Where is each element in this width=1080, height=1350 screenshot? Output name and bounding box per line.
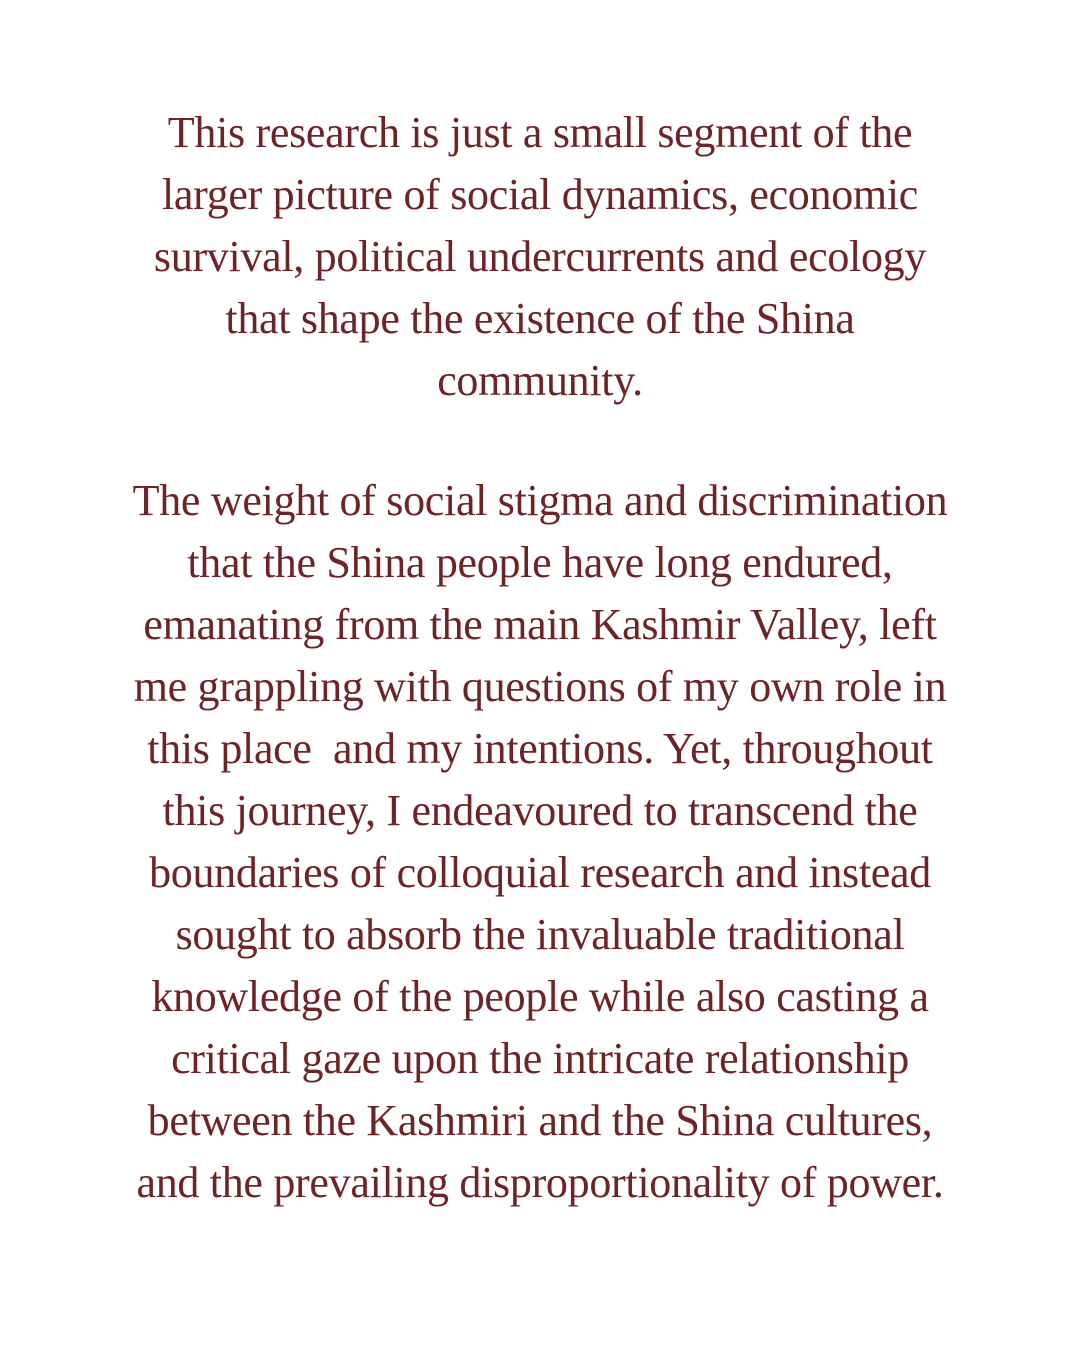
paragraph-line: The weight of social stigma and discrimination [132,476,948,525]
paragraph-line: that the Shina people have long endured, [187,538,893,587]
paragraph-line: me grappling with questions of my own role in [133,662,947,711]
paragraph-intro [40,102,1040,412]
paragraph-line: this journey, I endeavoured to transcend the [162,786,918,835]
paragraph-line: community. [437,356,643,405]
paragraph-reflection [40,470,1040,1214]
paragraph-line: and the prevailing disproportionality of power. [136,1158,944,1207]
paragraph-line: emanating from the main Kashmir Valley, left [143,600,937,649]
paragraph-line: between the Kashmiri and the Shina cultures, [147,1096,933,1145]
paragraph-line: knowledge of the people while also casting a [151,972,929,1021]
paragraph-line: boundaries of colloquial research and instead [149,848,931,897]
paragraph-line: survival, political undercurrents and ecology [153,232,927,281]
paragraph-line: this place and my intentions. Yet, throughout [147,724,933,773]
paragraph-line: sought to absorb the invaluable traditional [175,910,905,959]
paragraph-line: critical gaze upon the intricate relationship [171,1034,909,1083]
paragraph-line: This research is just a small segment of the [167,108,913,157]
paragraph-line: larger picture of social dynamics, economic [161,170,918,219]
paragraph-line: that shape the existence of the Shina [225,294,855,343]
